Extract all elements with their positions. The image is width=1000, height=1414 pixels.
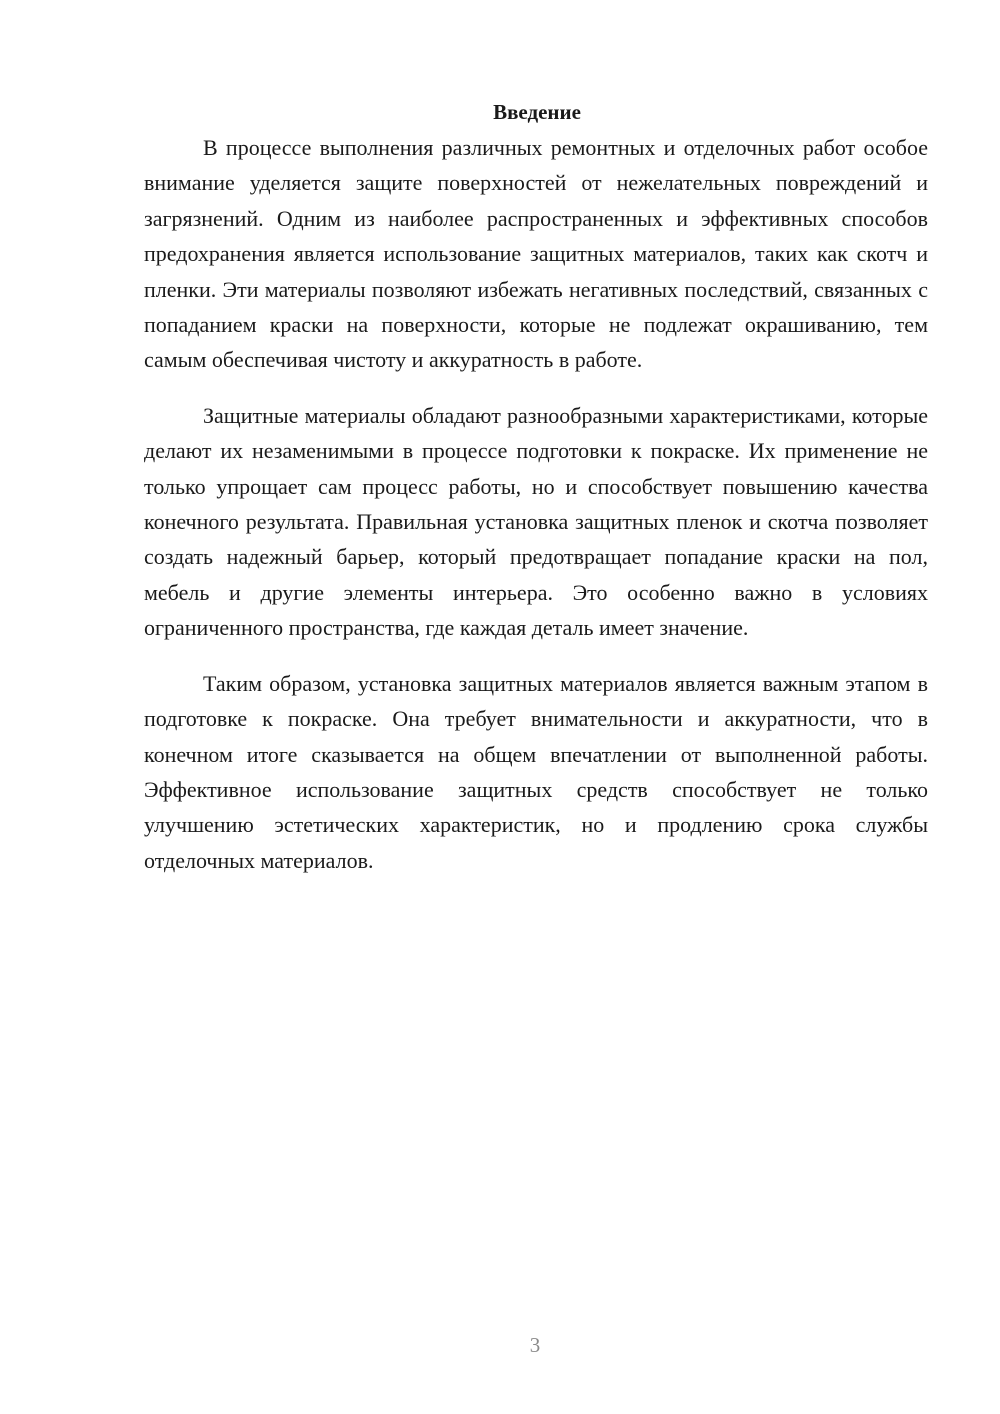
page-content: [144, 94, 928, 878]
section-title: Введение: [493, 100, 581, 124]
paragraph-2: Защитные материалы обладают разнообразными характеристиками, которые делают их незаменимыми в процессе подготовки к покраске. Их применение не только упрощает сам процесс работы, но и способствует повышению качества конечного результата. Правильная установка защитных пленок и скотча позволяет создать надежный барьер, который предотвращает попадание краски на пол, мебель и другие элементы интерьера. Это особенно важно в условиях ограниченного пространства, где каждая деталь имеет значение.: [144, 402, 928, 641]
page-number: 3: [529, 1333, 541, 1357]
paragraph-3: Таким образом, установка защитных материалов является важным этапом в подготовке к покраске. Она требует внимательности и аккуратности, что в конечном итоге сказывается на общем впечатлении от выполненной работы. Эффективное использование защитных средств способствует не только улучшению эстетических характеристик, но и продлению срока службы отделочных материалов.: [144, 670, 928, 873]
paragraph-1: В процессе выполнения различных ремонтных и отделочных работ особое внимание уделяется защите поверхностей от нежелательных повреждений и загрязнений. Одним из наиболее распространенных и эффективных способов предохранения является использование защитных материалов, таких как скотч и пленки. Эти материалы позволяют избежать негативных последствий, связанных с попаданием краски на поверхности, которые не подлежат окрашиванию, тем самым обеспечивая чистоту и аккуратность в работе.: [144, 135, 928, 373]
